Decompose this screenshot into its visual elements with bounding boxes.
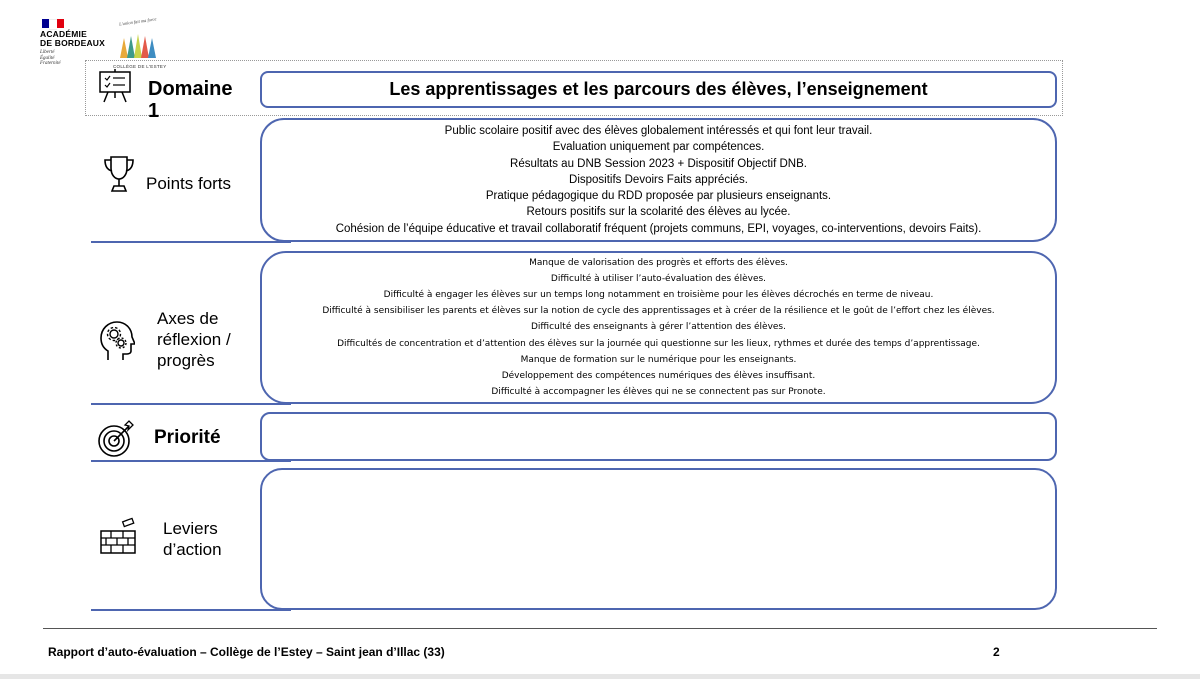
target-icon [97,419,135,459]
priorite-divider [91,460,291,462]
axes-item: Développement des compétences numériques des élèves insuffisant. [501,371,816,381]
priorite-box [260,412,1057,461]
footer-text: Rapport d’auto-évaluation – Collège de l’Estey – Saint jean d’Illac (33) [48,645,445,659]
republique-flag [42,19,64,28]
leviers-box [260,468,1057,610]
points-forts-item: Pratique pédagogique du RDD proposée par plusieurs enseignants. [485,190,832,203]
axes-item: Manque de formation sur le numérique pour les enseignants. [520,354,797,365]
svg-text:L'union fait ma force: L'union fait ma force [118,16,157,27]
axes-item: Difficulté à accompagner les élèves qui ne se connectent pas sur Pronote. [491,387,826,398]
leviers-divider [91,609,291,611]
academie-name: ACADÉMIE DE BORDEAUX [40,29,106,48]
page-number: 2 [993,645,1000,659]
domain-label: Domaine 1 [148,78,233,122]
trophy-icon [102,154,136,194]
axes-item: Difficultés de concentration et d’attention des élèves sur la journée qui questionne sur les lieux, rythmes et durée des temps d’apprentissage. [337,338,980,349]
points-forts-item: Résultats au DNB Session 2023 + Dispositif Objectif DNB. [510,157,807,170]
presentation-board-icon [97,68,133,104]
points-forts-item: Evaluation uniquement par compétences. [552,141,765,154]
bottom-bar [0,674,1200,679]
axes-box [260,251,1057,404]
republique-motto: Liberté Égalité Fraternité [40,50,61,66]
points-forts-item: Retours positifs sur la scolarité des élèves au lycée. [526,206,791,219]
axes-divider [91,403,291,405]
axes-item: Difficulté à engager les élèves sur un temps long notamment en troisième pour les élèves décrochés en terme de niveau. [383,289,934,300]
points-forts-item: Public scolaire positif avec des élèves globalement intéressés et qui font leur travail. [444,124,873,137]
axes-item: Difficulté à utiliser l’auto-évaluation des élèves. [550,273,767,284]
points-forts-item: Cohésion de l’équipe éducative et travail collaboratif fréquent (projets communs, EPI, voyages, co-interventions, devoirs Faits). [335,222,982,235]
brick-wall-icon [99,517,137,555]
axes-item: Difficulté des enseignants à gérer l’attention des élèves. [531,322,786,333]
axes-item: Manque de valorisation des progrès et efforts des élèves. [529,257,788,268]
leviers-label: Leviers d’action [163,519,222,559]
axes-item: Difficulté à sensibiliser les parents et élèves sur la notion de cycle des apprentissages et à créer de la résilience et le goût de l’effort chez les élèves. [322,306,995,317]
points-forts-box [260,118,1057,242]
points-forts-divider [91,241,291,243]
footer-divider [43,628,1157,629]
college-name: COLLÈGE DE L'ESTEY [113,64,167,69]
axes-label: Axes de réflexion / progrès [157,309,231,370]
priorite-label: Priorité [154,427,221,448]
domain-title: Les apprentissages et les parcours des élèves, l’enseignement [260,71,1057,108]
points-forts-label: Points forts [146,174,232,193]
head-gears-icon [99,320,135,362]
points-forts-item: Dispositifs Devoirs Faits appréciés. [569,173,748,186]
